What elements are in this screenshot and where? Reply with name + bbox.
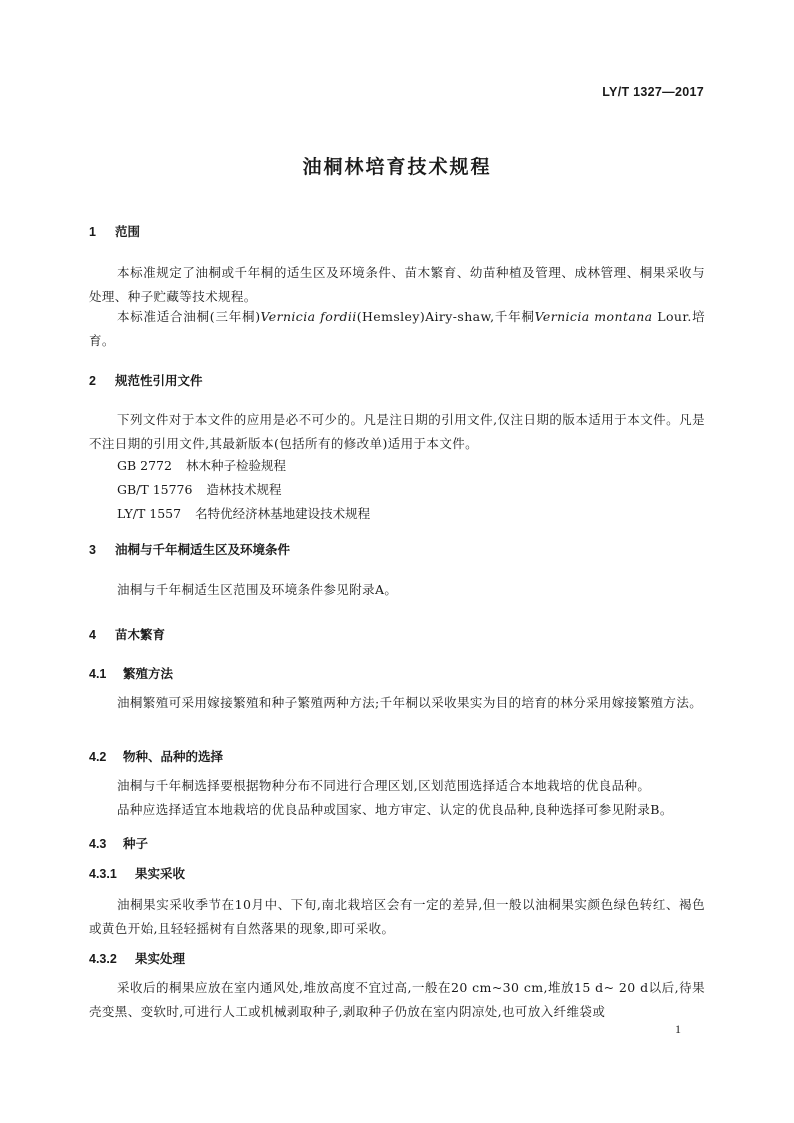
paragraph-variety-1: 油桐与千年桐选择要根据物种分布不同进行合理区划,区划范围选择适合本地栽培的优良品种。 (117, 778, 651, 793)
section-title: 规范性引用文件 (115, 373, 203, 388)
reference-code: GB/T 15776 (117, 482, 193, 497)
standard-number: LY/T 1327—2017 (602, 85, 704, 99)
reference-item (117, 456, 286, 474)
latin-name: Vernicia montana (534, 309, 653, 324)
latin-name: Vernicia fordii (260, 309, 357, 324)
section-number: 3 (89, 543, 96, 557)
reference-item (117, 480, 281, 498)
paragraph-suitable-area: 油桐与千年桐适生区范围及环境条件参见附录A。 (117, 582, 398, 597)
section-heading-4 (89, 625, 165, 643)
text-span: Lour.培育。 (89, 309, 705, 348)
reference-title: 林木种子检验规程 (185, 458, 286, 473)
section-title: 繁殖方法 (123, 666, 174, 681)
section-title: 果实处理 (135, 951, 186, 966)
paragraph-references-intro: 下列文件对于本文件的应用是必不可少的。凡是注日期的引用文件,仅注日期的版本适用于本文件。凡是不注日期的引用文件,其最新版本(包括所有的修改单)适用于本文件。 (89, 412, 705, 451)
paragraph-scope-1: 本标准规定了油桐或千年桐的适生区及环境条件、苗木繁育、幼苗种植及管理、成林管理、桐果采收与处理、种子贮藏等技术规程。 (89, 265, 705, 304)
section-number: 4.3 (89, 837, 107, 851)
section-heading-3 (89, 540, 290, 558)
section-heading-4-1 (89, 664, 173, 682)
section-title: 物种、品种的选择 (123, 749, 224, 764)
reference-code: LY/T 1557 (117, 506, 182, 521)
section-title: 果实采收 (135, 866, 186, 881)
reference-item (117, 504, 370, 522)
paragraph-variety-2: 品种应选择适宜本地栽培的优良品种或国家、地方审定、认定的优良品种,良种选择可参见附录B。 (117, 802, 673, 817)
paragraph-scope-2 (89, 305, 705, 353)
section-heading-4-3-1 (89, 864, 185, 882)
section-title: 范围 (115, 224, 141, 239)
section-number: 4.3.1 (89, 867, 117, 881)
paragraph-propagation: 油桐繁殖可采用嫁接繁殖和种子繁殖两种方法;千年桐以采收果实为目的培育的林分采用嫁接繁殖方法。 (117, 695, 703, 710)
section-title: 种子 (123, 836, 149, 851)
section-number: 4.2 (89, 750, 107, 764)
reference-title: 造林技术规程 (206, 482, 282, 497)
section-heading-2 (89, 371, 203, 389)
text-span: (Hemsley)Airy-shaw,千年桐 (356, 309, 535, 324)
section-number: 4 (89, 628, 96, 642)
section-number: 4.3.2 (89, 952, 117, 966)
text-span: 本标准适合油桐(三年桐) (117, 309, 261, 324)
section-heading-1 (89, 222, 140, 240)
page-number: 1 (675, 1022, 681, 1036)
section-number: 2 (89, 374, 96, 388)
section-title: 苗木繁育 (115, 627, 166, 642)
section-heading-4-3 (89, 834, 148, 852)
section-number: 1 (89, 225, 96, 239)
section-heading-4-2 (89, 747, 223, 765)
reference-title: 名特优经济林基地建设技术规程 (195, 506, 371, 521)
section-number: 4.1 (89, 667, 107, 681)
document-title: 油桐林培育技术规程 (302, 156, 492, 178)
section-title: 油桐与千年桐适生区及环境条件 (115, 542, 291, 557)
section-heading-4-3-2 (89, 949, 185, 967)
reference-code: GB 2772 (117, 458, 172, 473)
paragraph-fruit-processing: 采收后的桐果应放在室内通风处,堆放高度不宜过高,一般在20 cm~30 cm,堆放15 d~ 20 d以后,待果壳变黑、变软时,可进行人工或机械剥取种子,剥取种子仍放在室内阴凉处,也可放入纤维袋或 (89, 980, 705, 1019)
paragraph-fruit-harvest: 油桐果实采收季节在10月中、下旬,南北栽培区会有一定的差异,但一般以油桐果实颜色绿色转红、褐色或黄色开始,且轻轻摇树有自然落果的现象,即可采收。 (89, 897, 705, 936)
